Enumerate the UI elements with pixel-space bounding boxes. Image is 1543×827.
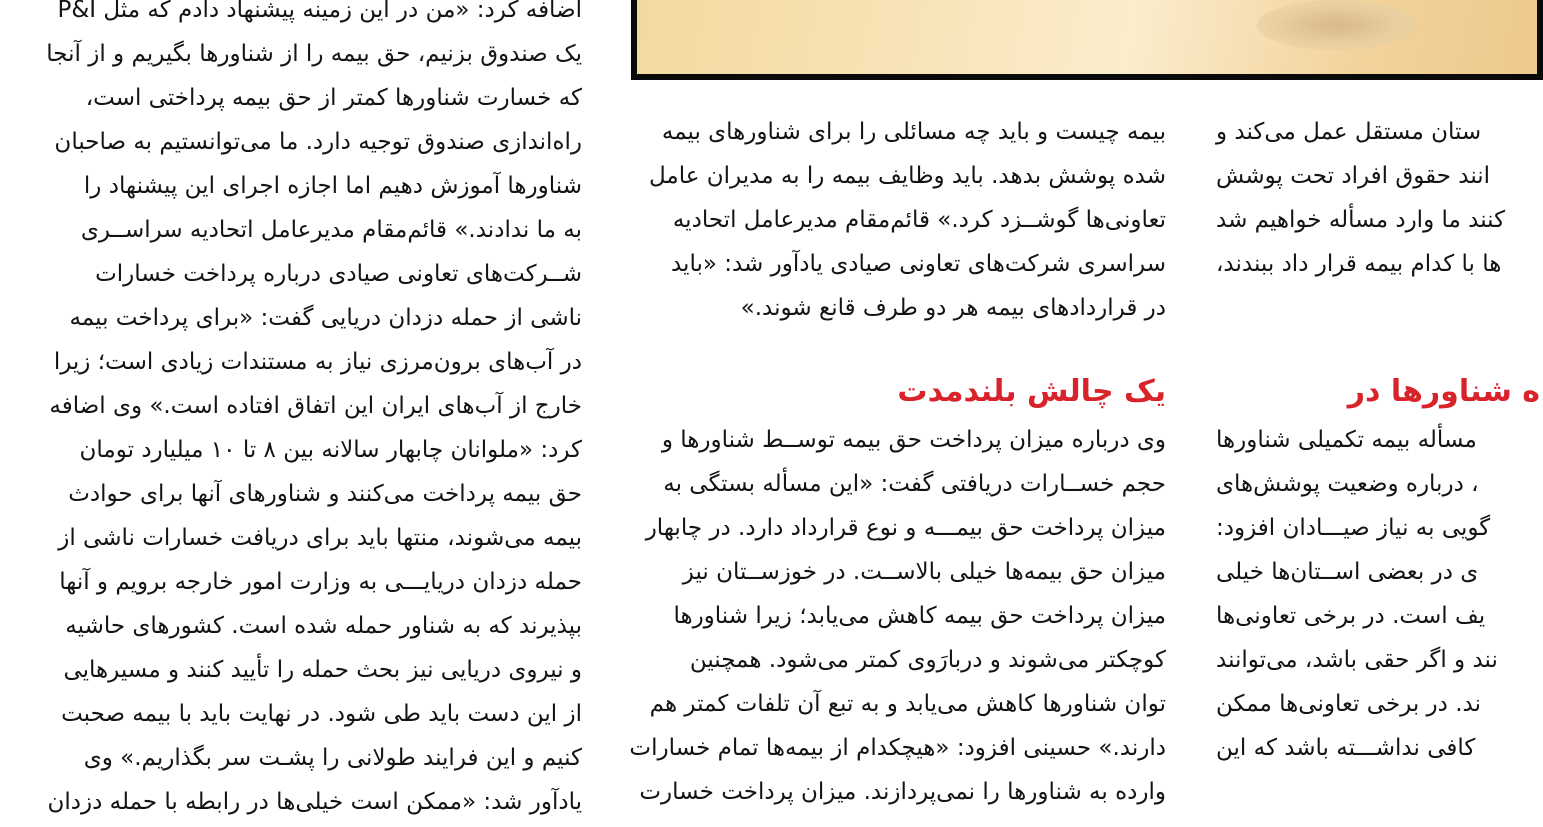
text-line: اضافه کرد: «من در این زمینه پیشنهاد دادم که مثل P&I	[57, 0, 582, 23]
section-heading-cropped: ه شناورها در	[1347, 374, 1540, 409]
text-line: ، درباره وضعیت پوشش‌های	[1216, 471, 1479, 497]
article-photo	[631, 0, 1543, 80]
text-line: یف است. در برخی تعاونی‌ها	[1216, 603, 1486, 629]
text-line: مسأله بیمه تکمیلی شناورها	[1216, 427, 1477, 453]
section-heading: یک چالش بلندمدت	[897, 374, 1166, 409]
text-line: وارده به شناورها را نمی‌پردازند. میزان پرداخت خسارت	[639, 779, 1166, 805]
text-line: سراسری شرکت‌های تعاونی صیادی یادآور شد: «باید	[670, 251, 1166, 277]
text-line: دارند.» حسینی افزود: «هیچکدام از بیمه‌ها تمام خسارات	[629, 735, 1166, 761]
text-line: در قراردادهای بیمه هر دو طرف قانع شوند.»	[740, 295, 1166, 321]
text-line: میزان حق بیمه‌ها خیلی بالاســت. در خوزســتان نیز	[682, 559, 1166, 585]
text-line: کافی نداشـــته باشد که این	[1216, 735, 1476, 761]
text-line: بیمه می‌شوند، منتها باید برای دریافت خسارات ناشی از	[58, 525, 582, 551]
text-line: حمله دزدان دریایـــی به وزارت امور خارجه برویم و آنها	[59, 569, 582, 595]
right-text-column	[1216, 110, 1516, 286]
right-text-column-lower	[1216, 418, 1516, 770]
photo-image-icon	[1257, 0, 1417, 50]
text-line: خارج از آب‌های ایران این اتفاق افتاده است.» وی اضافه	[49, 393, 582, 419]
text-line: و نیروی دریایی نیز بحث حمله را تأیید کنند و مسیرهایی	[63, 657, 582, 683]
text-line: کرد: «ملوانان چابهار سالانه بین ۸ تا ۱۰ میلیارد تومان	[79, 437, 582, 463]
text-line: وی درباره میزان پرداخت حق بیمه توســط شناورها و	[661, 427, 1166, 453]
text-line: به ما ندادند.» قائم‌مقام مدیرعامل اتحادیه سراســری	[80, 217, 582, 243]
text-line: شناورها آموزش دهیم اما اجازه اجرای این پیشنهاد را	[83, 173, 582, 199]
text-line: در آب‌های برون‌مرزی نیاز به مستندات زیادی است؛ زیرا	[53, 349, 582, 375]
left-text-column	[48, 0, 582, 824]
text-line: شده پوشش بدهد. باید وظایف بیمه را به مدیران عامل	[648, 163, 1166, 189]
text-line: حق بیمه پرداخت می‌کنند و شناورهای آنها برای حوادث	[68, 481, 582, 507]
text-line: کوچکتر می‌شوند و دربارَوی کمتر می‌شود. همچنین	[689, 647, 1166, 673]
text-line: کنند ما وارد مسأله خواهیم شد	[1216, 207, 1506, 233]
text-line: ناشی از حمله دزدان دریایی گفت: «برای پرداخت بیمه	[69, 305, 582, 331]
text-line: ها با کدام بیمه قرار داد ببندند،	[1216, 251, 1502, 277]
text-line: توان شناورها کاهش می‌یابد و به تبع آن تلفات کمتر هم	[649, 691, 1166, 717]
middle-text-column	[632, 110, 1166, 330]
text-line: از این دست باید طی شود. در نهایت باید با بیمه صحبت	[61, 701, 582, 727]
text-line: که خسارت شناورها کمتر از حق بیمه پرداختی است،	[85, 85, 582, 111]
text-line: گویی به نیاز صیـــادان افزود:	[1216, 515, 1491, 541]
text-line: نند و اگر حقی باشد، می‌توانند	[1216, 647, 1498, 673]
text-line: ند. در برخی تعاونی‌ها ممکن	[1216, 691, 1482, 717]
text-line: میزان پرداخت حق بیمـــه و نوع قرارداد دارد. در چابهار	[645, 515, 1166, 541]
text-line: شــرکت‌های تعاونی صیادی درباره پرداخت خسارات	[95, 261, 582, 287]
text-line: یادآور شد: «ممکن است خیلی‌ها در رابطه با حمله دزدان	[47, 789, 582, 815]
text-line: بپذیرند که به شناور حمله شده است. کشورهای حاشیه	[65, 613, 582, 639]
text-line: یک صندوق بزنیم، حق بیمه را از شناورها بگیریم و از آنجا	[46, 41, 582, 67]
text-line: راه‌اندازی صندوق توجیه دارد. ما می‌توانستیم به صاحبان	[54, 129, 582, 155]
text-line: حجم خســارات دریافتی گفت: «این مسأله بستگی به	[663, 471, 1166, 497]
text-line: میزان پرداخت حق بیمه کاهش می‌یابد؛ زیرا شناورها	[673, 603, 1166, 629]
text-line: ستان مستقل عمل می‌کند و	[1216, 119, 1482, 145]
text-line: ی در بعضی اســتان‌ها خیلی	[1216, 559, 1479, 585]
text-line: انند حقوق افراد تحت پوشش	[1216, 163, 1491, 189]
text-line: بیمه چیست و باید چه مسائلی را برای شناورهای بیمه	[661, 119, 1166, 145]
text-line: تعاونی‌ها گوشــزد کرد.» قائم‌مقام مدیرعامل اتحادیه	[672, 207, 1166, 233]
middle-text-column-lower	[629, 418, 1166, 814]
text-line: کنیم و این فرایند طولانی را پشـت سر بگذاریم.» وی	[83, 745, 582, 771]
